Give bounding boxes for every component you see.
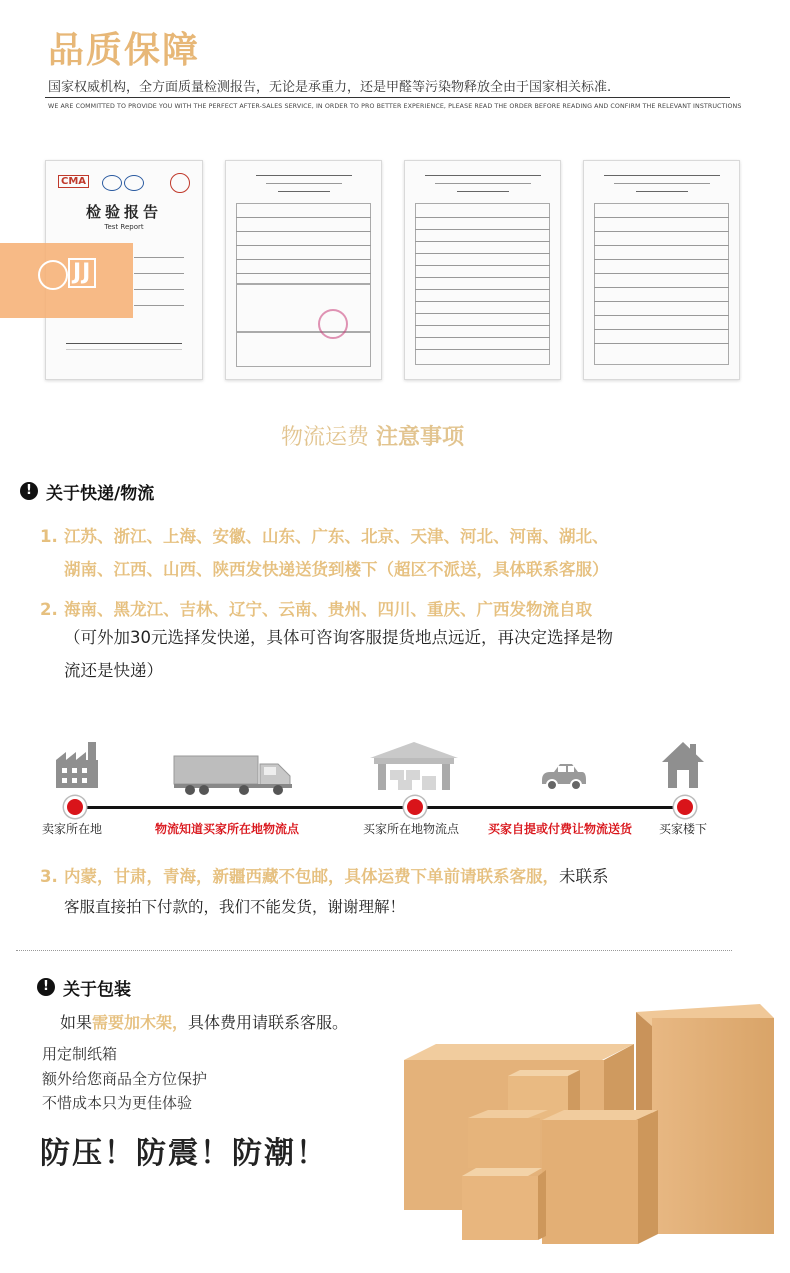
quality-subtitle: 国家权威机构，全方面质量检测报告，无论是承重力，还是甲醛等污染物释放全由于国家相关标准. [48,80,612,95]
english-statement: WE ARE COMMITTED TO PROVIDE YOU WITH THE PERFECT AFTER-SALES SERVICE, IN ORDER TO PRO BETTER EXPERIENCE, PLEASE READ THE ORDER BEFORE READING AND CONFIRM THE RELEVANT INSTRUCTIONS [48,103,742,110]
ilac-logo-icon [102,175,122,191]
brand-flower-icon [38,260,68,290]
cardboard-boxes-image [396,1000,782,1250]
timeline-dot [404,796,426,818]
exclamation-icon: ! [37,978,55,996]
timeline-label-seller: 卖家所在地 [42,822,103,836]
packaging-point: 额外给您商品全方位保护 [42,1069,208,1088]
note-highlight: 需要加木架， [92,1013,189,1032]
cma-logo-icon: CMA [58,175,89,188]
logistics-item-1 [40,520,760,586]
timeline-dot [64,796,86,818]
timeline-dot [674,796,696,818]
timeline-label-buyer-point: 买家所在地物流点 [363,822,460,836]
note-rest: 具体费用请联系客服。 [188,1013,349,1032]
timeline-label-pickup: 买家自提或付费让物流送货 [488,822,633,836]
report-subtitle: Test Report [104,223,144,231]
packaging-points [42,1042,207,1116]
item2-line1: 海南、黑龙江、吉林、辽宁、云南、贵州、四川、重庆、广西发物流自取 [64,600,592,619]
logistics-item-3 [40,862,760,922]
item2-line2: （可外加30元选择发快递，具体可咨询客服提货地点远近，再决定选择是物 [64,628,613,647]
packaging-slogan: 防压！防震！防潮！ [40,1136,328,1171]
cal-logo-icon [170,173,190,193]
inspection-seal-icon [318,309,348,339]
logistics-timeline [74,806,685,809]
brand-badge-text: JJ [68,258,96,288]
truck-icon [172,754,296,796]
logistics-section-title [0,420,745,451]
cnas-logo-icon [124,175,144,191]
item2-line3: 流还是快递） [64,661,163,680]
car-icon [538,758,588,792]
timeline-label-logistics-known: 物流知道买家所在地物流点 [155,822,300,836]
packaging-point: 不惜成本只为更佳体验 [42,1094,193,1112]
section-divider [16,950,732,951]
certificate-2 [225,160,382,380]
certificate-3 [404,160,561,380]
packaging-note [60,1010,348,1033]
factory-icon [52,738,102,790]
item3-line2: 客服直接拍下付款的，我们不能发货，谢谢理解！ [64,898,406,916]
packaging-point: 用定制纸箱 [42,1045,118,1063]
header-divider [45,97,730,98]
item3-highlight: 内蒙，甘肃，青海，新疆西藏不包邮，具体运费下单前请联系客服， [64,867,559,886]
logistics-heading: 关于快递/物流 [46,484,155,504]
house-icon [660,740,706,790]
item1-line2: 湖南、江西、山西、陕西发快递送货到楼下（超区不派送，具体联系客服） [64,560,609,579]
cert-logos [58,173,190,195]
logistics-item-2-note [64,621,764,687]
page-title: 品质保障 [48,30,201,71]
warehouse-icon [368,740,460,792]
certificate-4 [583,160,740,380]
note-prefix: 如果 [60,1013,93,1032]
packaging-heading: 关于包装 [63,980,131,1000]
section-title-light: 物流运费 [280,425,369,450]
item-number: 3. [40,867,58,886]
item3-rest: 未联系 [559,867,609,886]
item-number: 1. [40,527,58,546]
item1-line1: 江苏、浙江、上海、安徽、山东、广东、北京、天津、河北、河南、湖北、 [64,527,609,546]
exclamation-icon: ! [20,482,38,500]
report-title: 检验报告 [85,203,162,221]
timeline-label-downstairs: 买家楼下 [659,822,708,836]
section-title-bold: 注意事项 [376,425,465,450]
item-number: 2. [40,600,58,619]
